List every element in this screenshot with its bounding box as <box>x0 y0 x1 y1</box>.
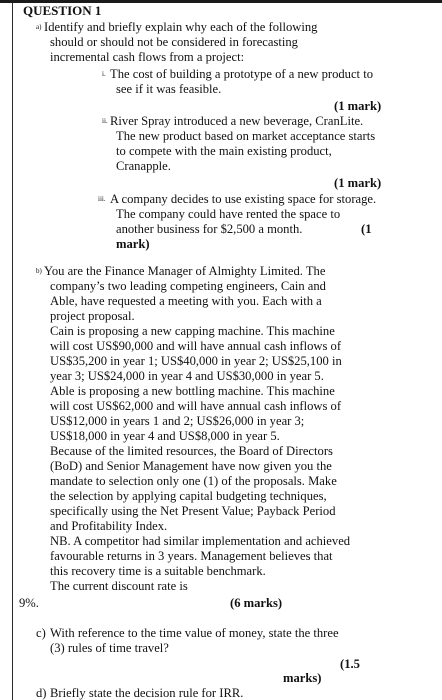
item-iii-marker: iii. <box>98 195 106 203</box>
item-i-marker: i. <box>102 70 106 78</box>
part-c-line-1: With reference to the time value of money, state the three <box>50 626 339 640</box>
part-b-line-18: and Profitability Index. <box>50 519 168 533</box>
item-ii-line-2: The new product based on market acceptance starts <box>116 129 376 143</box>
part-b-line-3: Able, have requested a meeting with you. Each with a <box>50 294 322 308</box>
part-d-marker: d) <box>36 686 47 700</box>
part-b-marker: b) <box>36 267 42 275</box>
part-a-intro-line-1: Identify and briefly explain why each of the following <box>44 20 318 34</box>
part-a-marker: a) <box>36 23 42 31</box>
item-i-line-2: see if it was feasible. <box>116 82 222 96</box>
part-d-text: Briefly state the decision rule for IRR. <box>50 686 244 700</box>
part-b-line-5: Cain is proposing a new capping machine. This machine <box>50 324 335 338</box>
item-ii-line-1: River Spray introduced a new beverage, CranLite. <box>110 114 364 128</box>
part-b-line-9: Able is proposing a new bottling machine. This machine <box>50 384 335 398</box>
item-ii-marker: ii. <box>102 117 108 125</box>
part-b-line-19: NB. A competitor had similar implementation and achieved <box>50 534 351 548</box>
item-ii-marks: (1 mark) <box>334 176 382 190</box>
item-iii-line-1: A company decides to use existing space for storage. <box>110 192 377 206</box>
part-b-line-16: the selection by applying capital budgeting techniques, <box>50 489 327 503</box>
part-b-line-4: project proposal. <box>50 309 135 323</box>
part-b-line-17: specifically using the Net Present Value; Payback Period <box>50 504 336 518</box>
part-b-line-13: Because of the limited resources, the Board of Directors <box>50 444 333 458</box>
part-b-line-11: US$12,000 in years 1 and 2; US$26,000 in year 3; <box>50 414 305 428</box>
part-b-line-21: this recovery time is a suitable benchmark. <box>50 564 266 578</box>
part-c-marks-open: (1.5 <box>340 657 360 671</box>
question-heading: QUESTION 1 <box>23 3 102 18</box>
part-b-line-2: company’s two leading competing engineers, Cain and <box>50 279 326 293</box>
item-ii-line-3: to compete with the main existing product, <box>116 144 332 158</box>
part-b-rate: 9%. <box>19 596 39 610</box>
part-b-marks: (6 marks) <box>230 596 283 610</box>
part-b-line-22: The current discount rate is <box>50 579 188 593</box>
item-iii-marks-open: (1 <box>361 222 372 236</box>
item-i-marks: (1 mark) <box>334 99 382 113</box>
left-border <box>12 3 13 700</box>
part-b-line-1: You are the Finance Manager of Almighty Limited. The <box>44 264 326 278</box>
item-iii-line-2: The company could have rented the space to <box>116 207 341 221</box>
part-b-line-12: US$18,000 in year 4 and US$8,000 in year 5. <box>50 429 280 443</box>
part-b-line-7: US$35,200 in year 1; US$40,000 in year 2; US$25,100 in <box>50 354 342 368</box>
part-c-marker: c) <box>36 626 46 640</box>
item-i-line-1: The cost of building a prototype of a new product to <box>110 67 374 81</box>
part-b-line-20: favourable returns in 3 years. Management believes that <box>50 549 333 563</box>
part-a-intro-line-3: incremental cash flows from a project: <box>50 50 245 64</box>
part-b-line-14: (BoD) and Senior Management have now given you the <box>50 459 332 473</box>
part-b-line-10: will cost US$62,000 and will have annual cash inflows of <box>50 399 342 413</box>
part-c-line-2: (3) rules of time travel? <box>50 641 169 655</box>
item-iii-marks-close: mark) <box>116 237 150 251</box>
item-iii-line-3: another business for $2,500 a month. <box>116 222 303 236</box>
part-b-line-8: year 3; US$24,000 in year 4 and US$30,000 in year 5. <box>50 369 324 383</box>
part-a-intro-line-2: should or should not be considered in forecasting <box>50 35 298 49</box>
part-b-line-6: will cost US$90,000 and will have annual cash inflows of <box>50 339 342 353</box>
part-c-marks-close: marks) <box>283 671 322 685</box>
item-ii-line-4: Cranapple. <box>116 159 171 173</box>
part-b-line-15: mandate to selection only one (1) of the proposals. Make <box>50 474 337 488</box>
